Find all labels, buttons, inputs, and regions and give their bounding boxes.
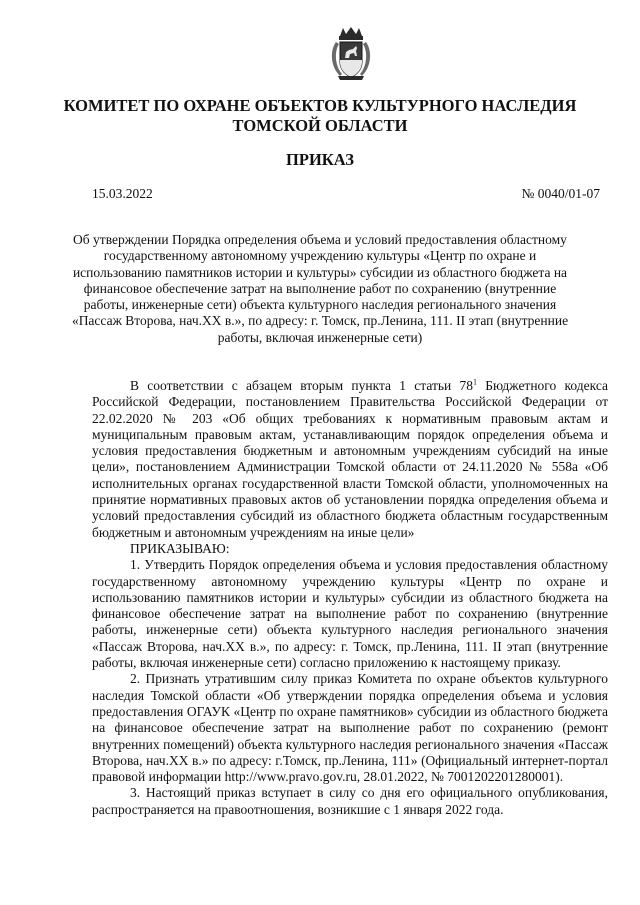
preamble-paragraph bbox=[92, 378, 608, 541]
order-item-3: 3. Настоящий приказ вступает в силу со дня его официального опубликования, распространяется на правоотношения, возникшие с 1 января 2022 года. bbox=[92, 785, 608, 817]
document-type: ПРИКАЗ bbox=[286, 150, 354, 169]
order-word: ПРИКАЗЫВАЮ: bbox=[130, 540, 230, 556]
preamble-text-end: Бюджетного кодекса Российской Федерации, постановлением Правительства Российской Федерации от 22.02.2020 № 203 «Об общих требованиях к нормативным правовым актам и муниципальным правовым актам, устанавливающим порядок определения объема и условия предоставления бюджетным и автономным учреждениям субсидий на иные цели», постановлением Администрации Томской области от 24.11.2020 № 558а «Об исполнительных органах государственной власти Томской области, уполномоченных на принятие нормативных правовых актов об установлении порядка определения объема и условий предоставления субсидий из областного бюджета областным государственным бюджетным и автономным учреждениям на иные цели» bbox=[92, 378, 608, 540]
order-item-2: 2. Признать утратившим силу приказ Комитета по охране объектов культурного наследия Томской области «Об утверждении порядка определения объема и условия предоставления ОГАУК «Центр по охране памятников» субсидии из областного бюджета на финансовое обеспечение затрат на выполнение работ по сохранению (ремонт внутренних помещений) объекта культурного наследия регионального значения «Пассаж Второва, нач.XX в.» по адресу: г.Томск, пр.Ленина, 111» (Официальный интернет-портал правовой информации http://www.pravo.gov.ru, 28.01.2022, № 7001202201280001). bbox=[92, 671, 608, 785]
coat-of-arms-icon bbox=[326, 26, 376, 82]
document-number: № 0040/01-07 bbox=[521, 186, 600, 201]
document-body bbox=[92, 378, 608, 818]
organization-title: КОМИТЕТ ПО ОХРАНЕ ОБЪЕКТОВ КУЛЬТУРНОГО НАСЛЕДИЯ ТОМСКОЙ ОБЛАСТИ bbox=[63, 96, 577, 135]
document-date: 15.03.2022 bbox=[92, 186, 153, 201]
article-superscript: 1 bbox=[473, 377, 478, 387]
preamble-text-start: В соответствии с абзацем вторым пункта 1 статьи 78 bbox=[130, 378, 474, 393]
document-subject: Об утверждении Порядка определения объема и условий предоставления областному государственному автономному учреждению культуры «Центр по охране и использованию памятников истории и культуры» субсидии из областного бюджета на финансовое обеспечение затрат на выполнение работ по сохранению (внутренние работы, инженерные сети) объекта культурного наследия регионального значения «Пассаж Второва, нач.XX в.», по адресу: г. Томск, пр.Ленина, 111. II этап (внутренние работы, включая инженерные сети) bbox=[71, 232, 569, 345]
order-item-1: 1. Утвердить Порядок определения объема и условия предоставления областному государственному автономному учреждению культуры «Центр по охране и использованию памятников истории и культуры» субсидии из областного бюджета на финансовое обеспечение затрат на выполнение работ по сохранению (внутренние работы, инженерные сети) объекта культурного наследия регионального значения «Пассаж Второва, нач.XX в.», по адресу: г. Томск, пр.Ленина, 111. II этап (внутренние работы, включая инженерные сети) согласно приложению к настоящему приказу. bbox=[92, 557, 608, 671]
